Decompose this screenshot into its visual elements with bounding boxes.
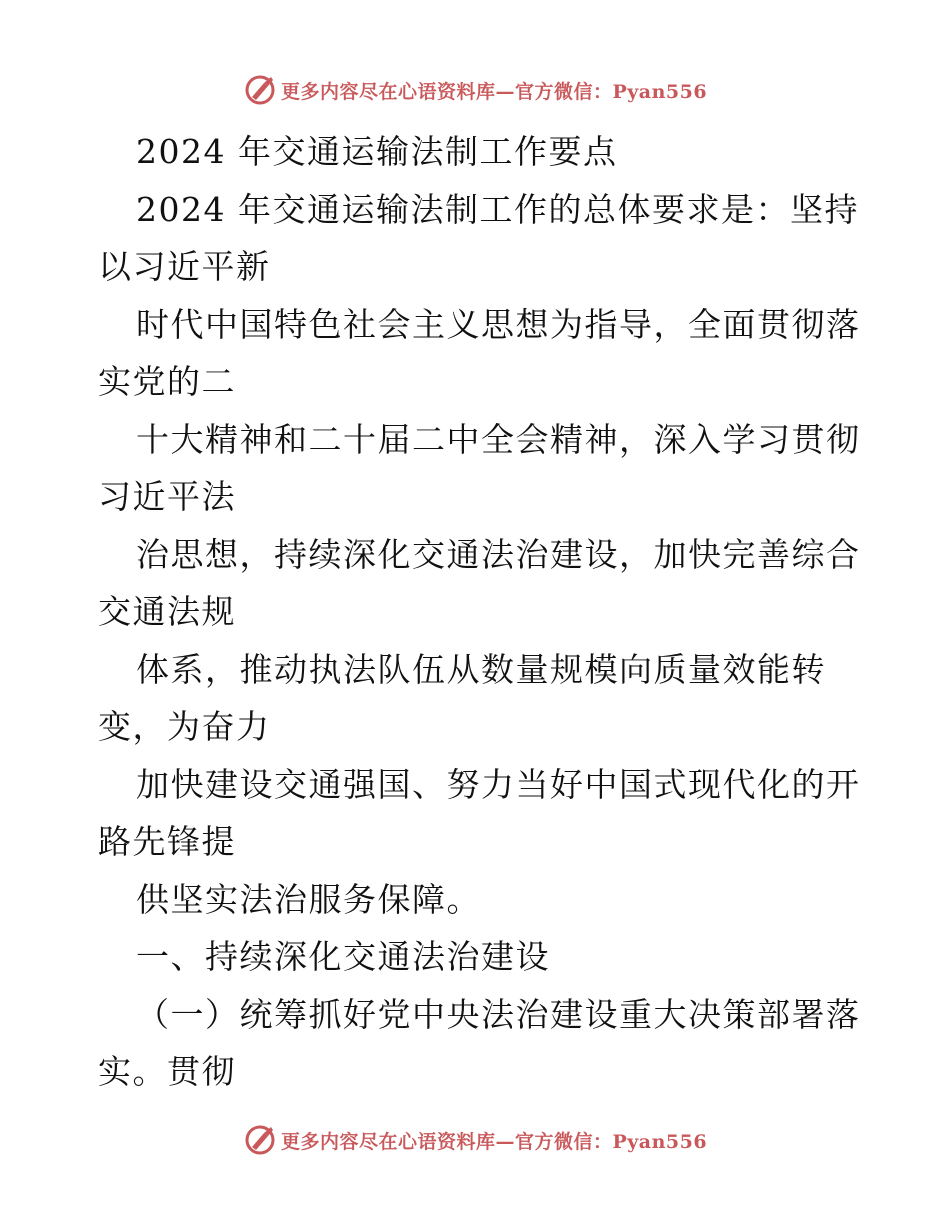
watermark-text: 更多内容尽在心语资料库—官方微信：Pyan556 — [280, 1130, 708, 1153]
document-body — [98, 123, 861, 1101]
watermark-text: 更多内容尽在心语资料库—官方微信：Pyan556 — [280, 80, 708, 103]
text-line: 实。贯彻 — [98, 1052, 236, 1091]
text-line: 供坚实法治服务保障。 — [136, 879, 481, 919]
footer-watermark-banner — [0, 1120, 950, 1160]
text-line: 2024 年交通运输法制工作要点 — [136, 132, 618, 171]
text-line: 时代中国特色社会主义思想为指导，全面贯彻落 — [136, 304, 861, 344]
text-line: 十大精神和二十届二中全会精神，深入学习贯彻 — [136, 419, 861, 459]
text-line: 治思想，持续深化交通法治建设，加快完善综合 — [136, 534, 861, 574]
text-line: 一、持续深化交通法治建设 — [136, 937, 550, 976]
text-line: 体系，推动执法队伍从数量规模向质量效能转 — [136, 649, 826, 689]
text-line: 2024 年交通运输法制工作的总体要求是：坚持 — [136, 189, 859, 229]
header-watermark-banner — [0, 70, 950, 110]
text-line: 以习近平新 — [98, 247, 271, 286]
text-line: （一）统筹抓好党中央法治建设重大决策部署落 — [136, 994, 861, 1034]
pen-logo-icon — [243, 1123, 277, 1157]
text-line: 变，为奋力 — [98, 707, 271, 746]
text-line: 习近平法 — [98, 477, 236, 516]
pen-logo-icon — [243, 73, 277, 107]
text-line: 实党的二 — [98, 362, 236, 401]
text-line: 交通法规 — [98, 592, 236, 631]
text-line: 路先锋提 — [98, 822, 236, 861]
text-line: 加快建设交通强国、努力当好中国式现代化的开 — [136, 764, 861, 804]
